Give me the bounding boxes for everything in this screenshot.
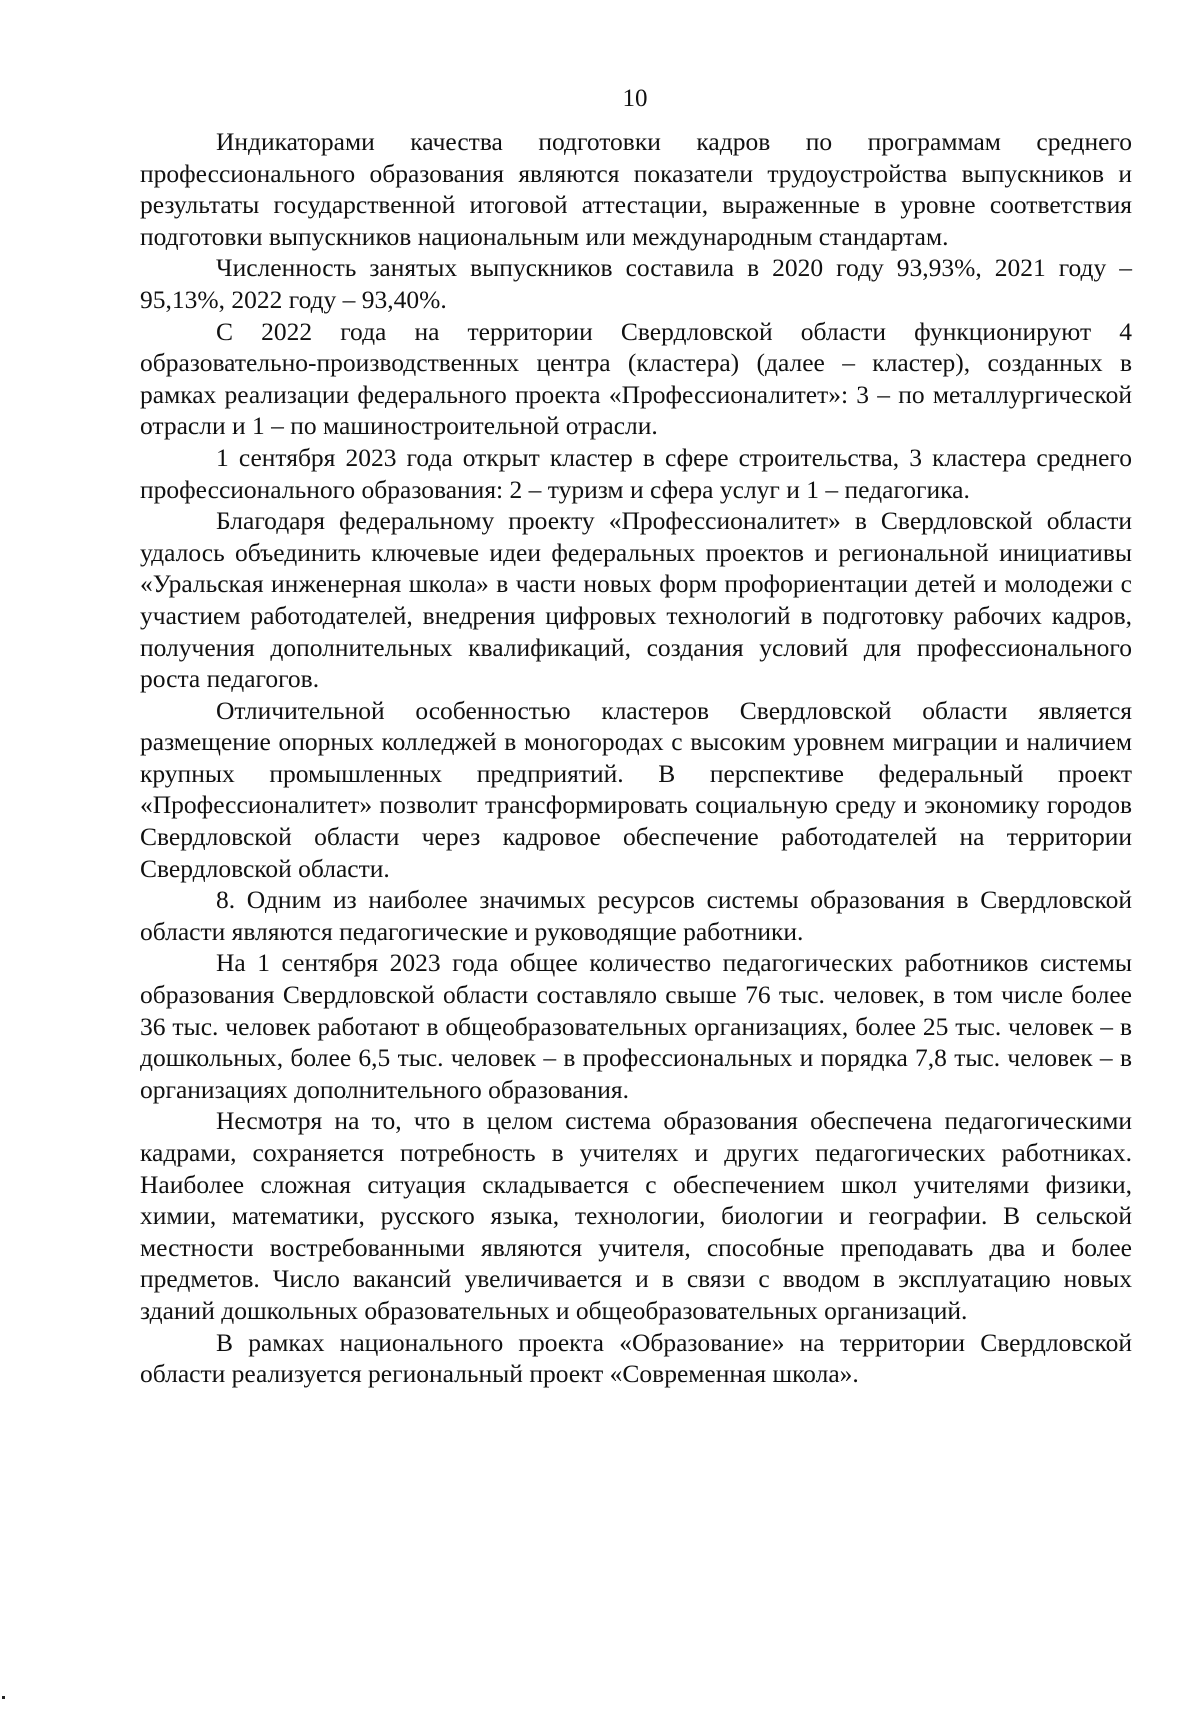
body-text bbox=[140, 126, 1132, 1390]
paragraph-quality-indicators: Индикаторами качества подготовки кадров по программам среднего профессионального образования являются показатели трудоустройства выпускников и результаты государственной итоговой аттестации, выраженные в уровне соответствия подготовки выпускников национальным или международным стандартам. bbox=[140, 127, 1132, 251]
paragraph-teacher-shortage: Несмотря на то, что в целом система образования обеспечена педагогическими кадрами, сохраняется потребность в учителях и других педагогических работниках. Наиболее сложная ситуация складывается с обеспечением школ учителями физики, химии, математики, русского языка, технологии, биологии и географии. В сельской местности востребованными являются учителя, способные преподавать два и более предметов. Число вакансий увеличивается и в связи с вводом в эксплуатацию новых зданий дошкольных образовательных и общеобразовательных организаций. bbox=[140, 1106, 1132, 1325]
paragraph-modern-school: В рамках национального проекта «Образование» на территории Свердловской области реализуется региональный проект «Современная школа». bbox=[140, 1327, 1132, 1389]
paragraph-professionalitet: Благодаря федеральному проекту «Профессионалитет» в Свердловской области удалось объединить ключевые идеи федеральных проектов и региональной инициативы «Уральская инженерная школа» в части новых форм профориентации детей и молодежи с участием работодателей, внедрения цифровых технологий в подготовку рабочих кадров, получения дополнительных квалификаций, создания условий для профессионального роста педагогов. bbox=[140, 506, 1132, 694]
paragraph-staff-numbers: На 1 сентября 2023 года общее количество педагогических работников системы образования Свердловской области составляло свыше 76 тыс. человек, в том числе более 36 тыс. человек работают в общеобразовательных организациях, более 25 тыс. человек – в дошкольных, более 6,5 тыс. человек – в профессиональных и порядка 7,8 тыс. человек – в организациях дополнительного образования. bbox=[140, 948, 1132, 1104]
paragraph-cluster-features: Отличительной особенностью кластеров Свердловской области является размещение опорных колледжей в моногородах с высоким уровнем миграции и наличием крупных промышленных предприятий. В перспективе федеральный проект «Профессионалитет» позволит трансформировать социальную среду и экономику городов Свердловской области через кадровое обеспечение работодателей на территории Свердловской области. bbox=[140, 695, 1132, 883]
page-number: 10 bbox=[622, 85, 648, 112]
paragraph-employed-graduates: Численность занятых выпускников составила в 2020 году 93,93%, 2021 году – 95,13%, 2022 году – 93,40%. bbox=[140, 253, 1132, 314]
paragraph-section-8: 8. Одним из наиболее значимых ресурсов системы образования в Свердловской области являются педагогические и руководящие работники. bbox=[140, 885, 1132, 946]
scan-mark bbox=[2, 1696, 5, 1699]
paragraph-clusters-2022: С 2022 года на территории Свердловской области функционируют 4 образовательно-производственных центра (кластера) (далее – кластер), созданных в рамках реализации федерального проекта «Профессионалитет»: 3 – по металлургической отрасли и 1 – по машиностроительной отрасли. bbox=[140, 316, 1132, 441]
paragraph-clusters-2023: 1 сентября 2023 года открыт кластер в сфере строительства, 3 кластера среднего профессионального образования: 2 – туризм и сфера услуг и 1 – педагогика. bbox=[140, 442, 1132, 504]
